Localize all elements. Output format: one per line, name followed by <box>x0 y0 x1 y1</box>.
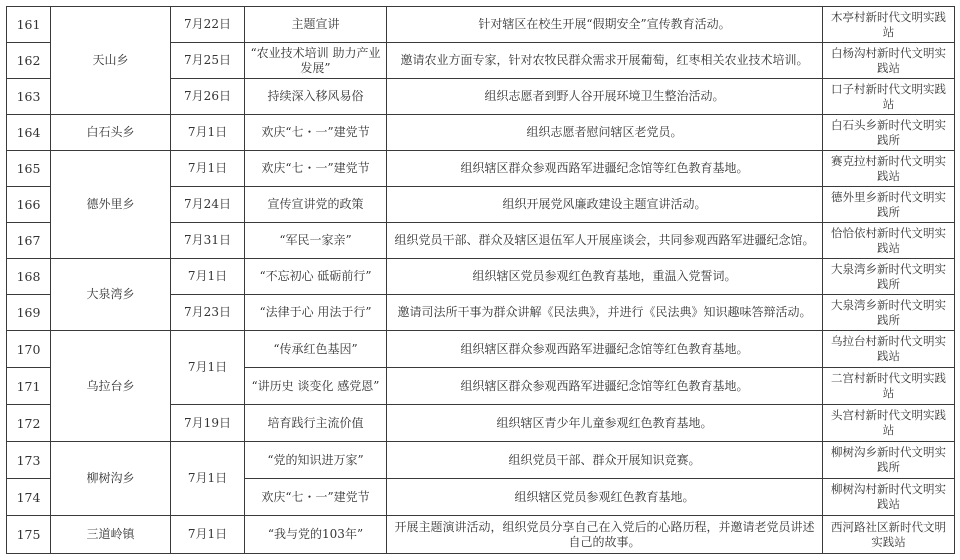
date-cell: 7月22日 <box>171 7 245 43</box>
township-cell: 白石头乡 <box>51 115 171 151</box>
theme-cell: 主题宣讲 <box>245 7 387 43</box>
organization-cell: 大泉湾乡新时代文明实践所 <box>823 259 955 295</box>
theme-cell: 持续深入移风易俗 <box>245 79 387 115</box>
theme-cell: 培育践行主流价值 <box>245 405 387 442</box>
table-row <box>7 331 955 368</box>
date-cell: 7月1日 <box>171 331 245 405</box>
organization-cell: 口子村新时代文明实践站 <box>823 79 955 115</box>
date-cell: 7月25日 <box>171 43 245 79</box>
theme-cell: “我与党的103年” <box>245 516 387 554</box>
activity-cell: 组织辖区青少年儿童参观红色教育基地。 <box>387 405 823 442</box>
organization-cell: 二宫村新时代文明实践站 <box>823 368 955 405</box>
activity-cell: 组织党员干部、群众开展知识竞赛。 <box>387 442 823 479</box>
row-number: 165 <box>7 151 51 187</box>
organization-cell: 赛克拉村新时代文明实践站 <box>823 151 955 187</box>
row-number: 169 <box>7 295 51 331</box>
township-cell: 乌拉台乡 <box>51 331 171 442</box>
date-cell: 7月23日 <box>171 295 245 331</box>
theme-cell: “农业技术培训 助力产业发展” <box>245 43 387 79</box>
activity-cell: 邀请农业方面专家，针对农牧民群众需求开展葡萄，红枣相关农业技术培训。 <box>387 43 823 79</box>
organization-cell: 头宫村新时代文明实践站 <box>823 405 955 442</box>
row-number: 162 <box>7 43 51 79</box>
row-number: 166 <box>7 187 51 223</box>
row-number: 161 <box>7 7 51 43</box>
activity-cell: 组织志愿者到野人谷开展环境卫生整治活动。 <box>387 79 823 115</box>
theme-cell: 欢庆“七・一”建党节 <box>245 479 387 516</box>
activity-cell: 组织辖区群众参观西路军进疆纪念馆等红色教育基地。 <box>387 151 823 187</box>
organization-cell: 柳树沟村新时代文明实践站 <box>823 479 955 516</box>
activity-cell: 组织辖区群众参观西路军进疆纪念馆等红色教育基地。 <box>387 331 823 368</box>
activity-cell: 针对辖区在校生开展“假期安全”宣传教育活动。 <box>387 7 823 43</box>
theme-cell: 欢庆“七・一”建党节 <box>245 115 387 151</box>
row-number: 171 <box>7 368 51 405</box>
activity-cell: 组织志愿者慰问辖区老党员。 <box>387 115 823 151</box>
township-cell: 柳树沟乡 <box>51 442 171 516</box>
table-row <box>7 516 955 554</box>
date-cell: 7月1日 <box>171 442 245 516</box>
organization-cell: 柳树沟乡新时代文明实践所 <box>823 442 955 479</box>
row-number: 174 <box>7 479 51 516</box>
table-row <box>7 442 955 479</box>
activity-cell: 组织辖区群众参观西路军进疆纪念馆等红色教育基地。 <box>387 368 823 405</box>
organization-cell: 白杨沟村新时代文明实践站 <box>823 43 955 79</box>
table-row <box>7 7 955 43</box>
date-cell: 7月1日 <box>171 516 245 554</box>
theme-cell: “法律于心 用法于行” <box>245 295 387 331</box>
date-cell: 7月1日 <box>171 115 245 151</box>
organization-cell: 西河路社区新时代文明实践站 <box>823 516 955 554</box>
activity-cell: 邀请司法所干事为群众讲解《民法典》，并进行《民法典》知识趣味答辩活动。 <box>387 295 823 331</box>
activity-cell: 组织开展党风廉政建设主题宣讲活动。 <box>387 187 823 223</box>
row-number: 175 <box>7 516 51 554</box>
table-row <box>7 259 955 295</box>
table-row <box>7 151 955 187</box>
township-cell: 天山乡 <box>51 7 171 115</box>
theme-cell: 欢庆“七・一”建党节 <box>245 151 387 187</box>
activity-cell: 组织辖区党员参观红色教育基地。 <box>387 479 823 516</box>
theme-cell: 宣传宣讲党的政策 <box>245 187 387 223</box>
theme-cell: “不忘初心 砥砺前行” <box>245 259 387 295</box>
row-number: 168 <box>7 259 51 295</box>
township-cell: 三道岭镇 <box>51 516 171 554</box>
date-cell: 7月31日 <box>171 223 245 259</box>
activity-cell: 开展主题演讲活动，组织党员分享自己在入党后的心路历程，并邀请老党员讲述自己的故事。 <box>387 516 823 554</box>
theme-cell: “军民一家亲” <box>245 223 387 259</box>
organization-cell: 恰恰依村新时代文明实践站 <box>823 223 955 259</box>
theme-cell: “传承红色基因” <box>245 331 387 368</box>
date-cell: 7月24日 <box>171 187 245 223</box>
date-cell: 7月26日 <box>171 79 245 115</box>
organization-cell: 木亭村新时代文明实践站 <box>823 7 955 43</box>
date-cell: 7月19日 <box>171 405 245 442</box>
organization-cell: 德外里乡新时代文明实践所 <box>823 187 955 223</box>
date-cell: 7月1日 <box>171 151 245 187</box>
theme-cell: “讲历史 谈变化 感党恩” <box>245 368 387 405</box>
organization-cell: 乌拉台村新时代文明实践站 <box>823 331 955 368</box>
township-cell: 大泉湾乡 <box>51 259 171 331</box>
theme-cell: “党的知识进万家” <box>245 442 387 479</box>
organization-cell: 白石头乡新时代文明实践所 <box>823 115 955 151</box>
row-number: 167 <box>7 223 51 259</box>
row-number: 170 <box>7 331 51 368</box>
date-cell: 7月1日 <box>171 259 245 295</box>
row-number: 173 <box>7 442 51 479</box>
row-number: 163 <box>7 79 51 115</box>
row-number: 164 <box>7 115 51 151</box>
activity-table <box>6 6 955 554</box>
organization-cell: 大泉湾乡新时代文明实践所 <box>823 295 955 331</box>
row-number: 172 <box>7 405 51 442</box>
township-cell: 德外里乡 <box>51 151 171 259</box>
activity-cell: 组织辖区党员参观红色教育基地，重温入党誓词。 <box>387 259 823 295</box>
table-row <box>7 115 955 151</box>
activity-cell: 组织党员干部、群众及辖区退伍军人开展座谈会，共同参观西路军进疆纪念馆。 <box>387 223 823 259</box>
